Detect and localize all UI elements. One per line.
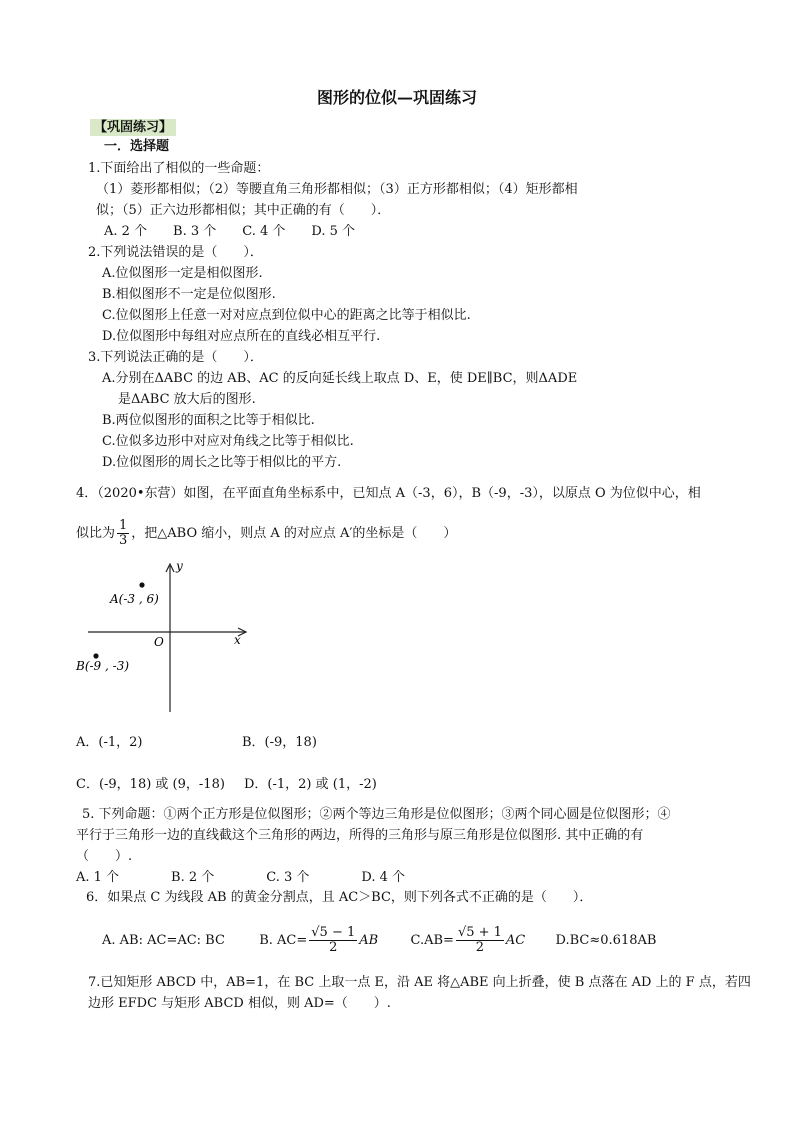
q1-line3: 似；（5）正六边形都相似；其中正确的有（ ）． — [96, 203, 391, 218]
q6-option-c — [410, 925, 526, 955]
point-a — [139, 582, 144, 587]
q2-option-b: B.相似图形不一定是位似图形. — [102, 287, 276, 302]
q6-option-b-suffix: AB — [359, 933, 379, 948]
point-b-label: B(-9 , -3) — [76, 659, 130, 673]
q3-stem: 3.下列说法正确的是（ ）． — [88, 350, 263, 365]
q6-option-b-prefix: B. AC= — [259, 933, 308, 948]
q1-stem: 1.下面给出了相似的一些命题： — [88, 161, 270, 176]
q6-option-b-fraction — [309, 926, 357, 955]
q4-coordinate-figure — [70, 556, 260, 718]
origin-label: O — [154, 635, 164, 649]
q6-option-c-den: 2 — [475, 940, 485, 955]
q5-options: A. 1 个 B. 2 个 C. 3 个 D. 4 个 — [76, 870, 406, 885]
q2-option-a: A.位似图形一定是相似图形. — [102, 266, 263, 281]
practice-tag: 【巩固练习】 — [90, 119, 176, 136]
q6-option-d: D.BC≈0.618AB — [555, 933, 657, 948]
q6-stem: 6．如果点 C 为线段 AB 的黄金分割点，且 AC＞BC，则下列各式不正确的是（ ）． — [86, 890, 593, 905]
q3-option-b: B.两位似图形的面积之比等于相似比. — [102, 413, 315, 428]
q5-line3: （ ）. — [76, 849, 133, 864]
y-axis-label: y — [176, 559, 183, 573]
q2-option-d: D.位似图形中每组对应点所在的直线必相互平行. — [102, 329, 381, 344]
q6-option-b-den: 2 — [329, 940, 338, 955]
q4-frac-num: 1 — [119, 518, 128, 533]
q4-ratio-suffix: ，把△ABO 缩小，则点 A 的对应点 A′的坐标是（ ） — [131, 526, 457, 541]
q1-line2: （1）菱形都相似；（2）等腰直角三角形都相似；（3）正方形都相似；（4）矩形都相 — [96, 182, 578, 197]
q6-option-c-num: √5 + 1 — [457, 925, 502, 940]
q6-options — [102, 924, 656, 958]
q6-option-b — [259, 925, 379, 955]
q4-ratio-fraction — [117, 519, 129, 548]
q4-option-d: D．(-1，2) 或 (1，-2) — [244, 777, 377, 792]
q7-line1: 7.已知矩形 ABCD 中，AB=1，在 BC 上取一点 E，沿 AE 将△ABE 向上折叠，使 B 点落在 AD 上的 F 点，若四 — [88, 975, 751, 990]
q6-option-c-prefix: C.AB= — [410, 933, 454, 948]
q6-option-c-fraction — [456, 926, 504, 955]
q4-line1: 4．（2020•东营）如图，在平面直角坐标系中，已知点 A（-3，6），B（-9，-3），以原点 O 为位似中心，相 — [76, 486, 701, 501]
q6-option-b-num: √5 − 1 — [311, 925, 356, 940]
q4-option-a: A．(-1，2) — [76, 735, 143, 750]
q5-line1: 5. 下列命题：①两个正方形是位似图形；②两个等边三角形是位似图形；③两个同心圆是位似图形；④ — [82, 807, 671, 822]
q4-frac-den: 3 — [119, 533, 128, 548]
point-b — [93, 653, 98, 658]
point-a-label: A(-3 , 6) — [110, 592, 159, 606]
q7-line2: 边形 EFDC 与矩形 ABCD 相似，则 AD=（ ）. — [88, 996, 391, 1011]
q4-option-c: C．(-9，18) 或 (9，-18) — [76, 777, 225, 792]
q6-option-c-suffix: AC — [505, 933, 526, 948]
section-heading: 一．选择题 — [104, 139, 170, 154]
page-title: 图形的位似—巩固练习 — [316, 88, 477, 107]
q6-option-a: A. AB: AC=AC: BC — [102, 933, 225, 948]
q4-line2 — [76, 517, 456, 551]
x-axis-label: x — [234, 633, 241, 647]
q3-option-d: D.位似图形的周长之比等于相似比的平方. — [102, 455, 342, 470]
q4-option-b: B．(-9，18) — [242, 735, 317, 750]
q1-options: A. 2 个 B. 3 个 C. 4 个 D. 5 个 — [104, 224, 356, 239]
q5-line2: 平行于三角形一边的直线截这个三角形的两边，所得的三角形与原三角形是位似图形. 其中正确的有 — [76, 828, 644, 843]
q4-ratio-prefix: 似比为 — [76, 526, 116, 541]
q2-option-c: C.位似图形上任意一对对应点到位似中心的距离之比等于相似比. — [102, 308, 471, 323]
q3-option-a-line2: 是ΔABC 放大后的图形. — [118, 392, 256, 407]
q2-stem: 2.下列说法错误的是（ ）． — [88, 245, 263, 260]
q3-option-c: C.位似多边形中对应对角线之比等于相似比. — [102, 434, 354, 449]
q3-option-a-line1: A.分别在ΔABC 的边 AB、AC 的反向延长线上取点 D、E，使 DE∥BC，则ΔADE — [102, 371, 578, 386]
